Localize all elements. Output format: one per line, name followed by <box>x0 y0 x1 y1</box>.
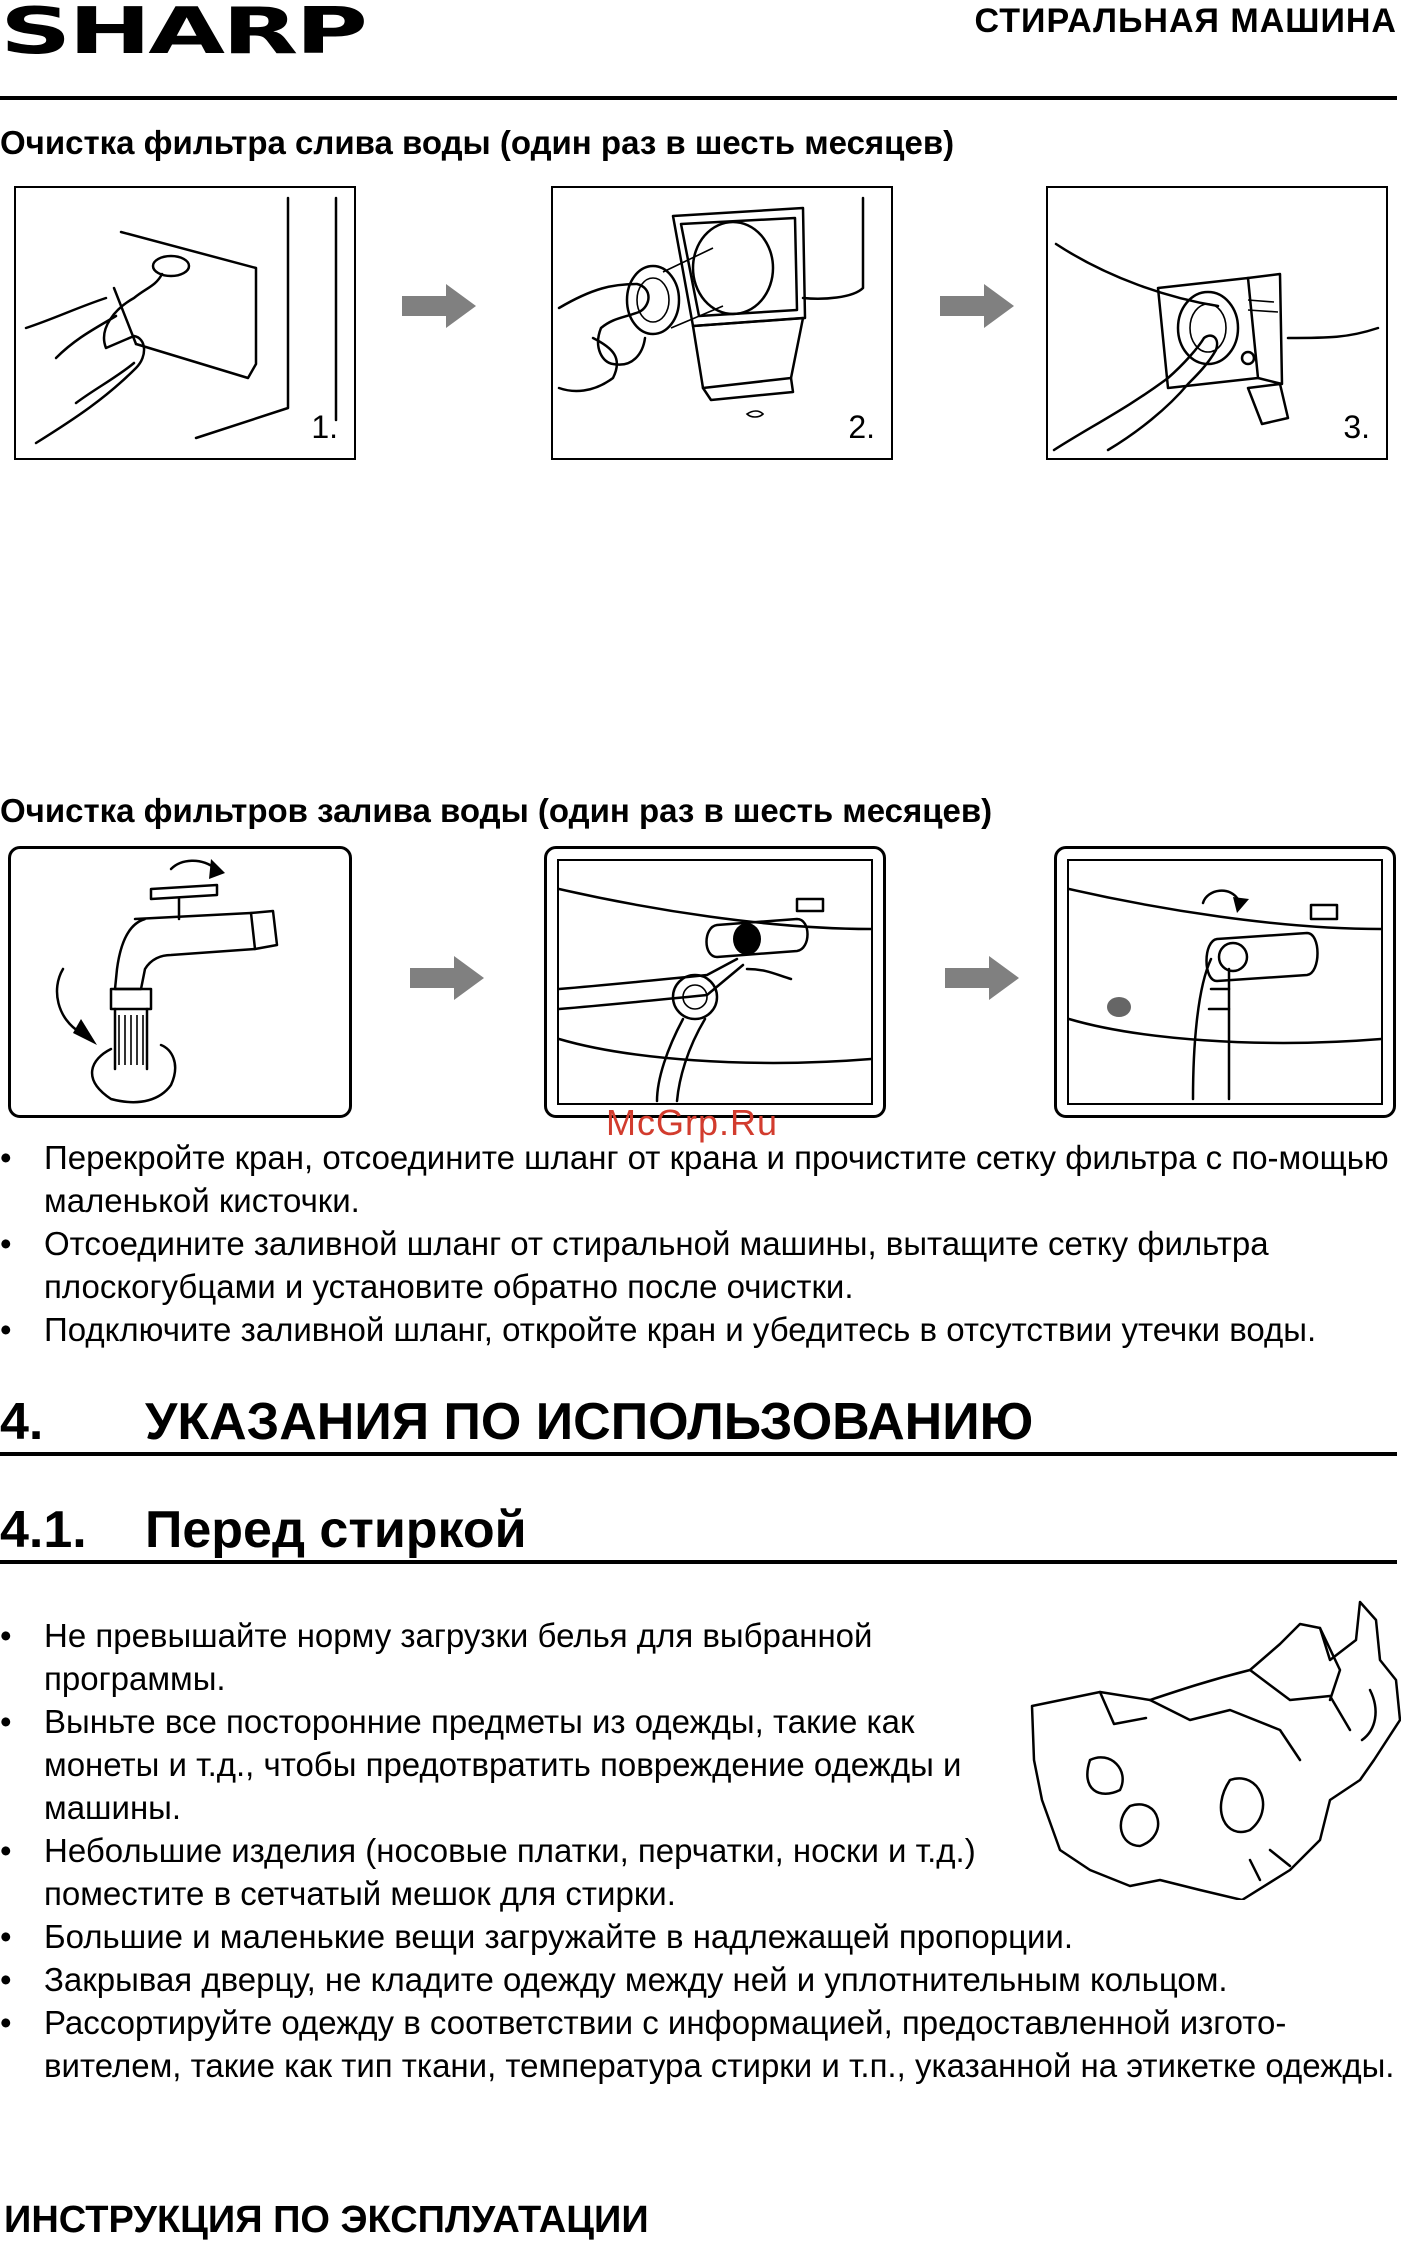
footer-title: ИНСТРУКЦИЯ ПО ЭКСПЛУАТАЦИИ <box>4 2199 649 2241</box>
sharp-logo: SHARP <box>0 0 365 69</box>
watermark: McGrp.Ru <box>606 1102 779 1143</box>
arrow-right-icon <box>945 956 1019 1000</box>
arrow-right-icon <box>940 284 1014 328</box>
filter-cleaning-illustration <box>1048 188 1386 458</box>
list-item: • Не превышайте норму загрузки белья для выбранной программы. <box>0 1614 1000 1700</box>
inlet-filter-heading: Очистка фильтров залива воды (один раз в шесть месяцев) <box>0 792 993 829</box>
subchapter-number: 4.1. <box>0 1501 87 1559</box>
chapter-heading <box>0 1392 1033 1452</box>
list-item: • Закрывая дверцу, не кладите одежду между ней и уплотнительным кольцом. <box>0 1958 1397 2001</box>
filter-removal-illustration <box>553 188 891 458</box>
chapter-rule <box>0 1452 1397 1456</box>
inlet-step-1-panel <box>8 846 352 1118</box>
list-item: • Выньте все посторонние предметы из одежды, такие как монеты и т.д., чтобы предотвратить повреждение одежды и машины. <box>0 1700 1000 1829</box>
subchapter-title: Перед стиркой <box>145 1501 527 1559</box>
chapter-number: 4. <box>0 1393 44 1451</box>
subchapter-rule <box>0 1560 1397 1564</box>
prewash-list-wide <box>0 1915 1397 2087</box>
list-item: • Небольшие изделия (носовые платки, перчатки, носки и т.д.) поместите в сетчатый мешок для стирки. <box>0 1829 1000 1915</box>
drain-step-1-panel <box>14 186 356 460</box>
chapter-title: УКАЗАНИЯ ПО ИСПОЛЬЗОВАНИЮ <box>145 1393 1034 1451</box>
list-item: • Перекройте кран, отсоедините шланг от крана и прочистите сетку фильтра с по-мощью маленькой кисточки. <box>0 1136 1397 1222</box>
list-item: • Отсоедините заливной шланг от стиральной машины, вытащите сетку фильтра плоскогубцами и установите обратно после очистки. <box>0 1222 1397 1308</box>
step-number-2: 2. <box>848 409 875 445</box>
inlet-step-3-panel <box>1054 846 1396 1118</box>
arrow-right-icon <box>402 284 476 328</box>
step-number-1: 1. <box>311 409 338 445</box>
inlet-instructions-list <box>0 1136 1397 1351</box>
inlet-step-2-panel <box>544 846 886 1118</box>
hand-opening-cover-illustration <box>16 188 354 458</box>
laundry-pile-illustration <box>1030 1600 1401 1900</box>
drain-step-3-panel <box>1046 186 1388 460</box>
drain-filter-heading: Очистка фильтра слива воды (один раз в шесть месяцев) <box>0 124 955 161</box>
list-item: • Большие и маленькие вещи загружайте в надлежащей пропорции. <box>0 1915 1397 1958</box>
drain-step-2-panel <box>551 186 893 460</box>
list-item: • Подключите заливной шланг, откройте кран и убедитесь в отсутствии утечки воды. <box>0 1308 1397 1351</box>
arrow-right-icon <box>410 956 484 1000</box>
header-title: СТИРАЛЬНАЯ МАШИНА <box>974 2 1397 40</box>
header-rule <box>0 96 1397 100</box>
step-number-3: 3. <box>1343 409 1370 445</box>
list-item: • Рассортируйте одежду в соответствии с информацией, предоставленной изгото-вителем, такие как тип ткани, температура стирки и т.п., указанной на этикетке одежды. <box>0 2001 1397 2087</box>
tap-and-hose-illustration <box>11 849 349 1115</box>
prewash-list-narrow <box>0 1614 1000 1915</box>
subchapter-heading <box>0 1500 527 1560</box>
pliers-removing-filter-illustration <box>547 849 883 1115</box>
hose-reconnect-illustration <box>1057 849 1393 1115</box>
